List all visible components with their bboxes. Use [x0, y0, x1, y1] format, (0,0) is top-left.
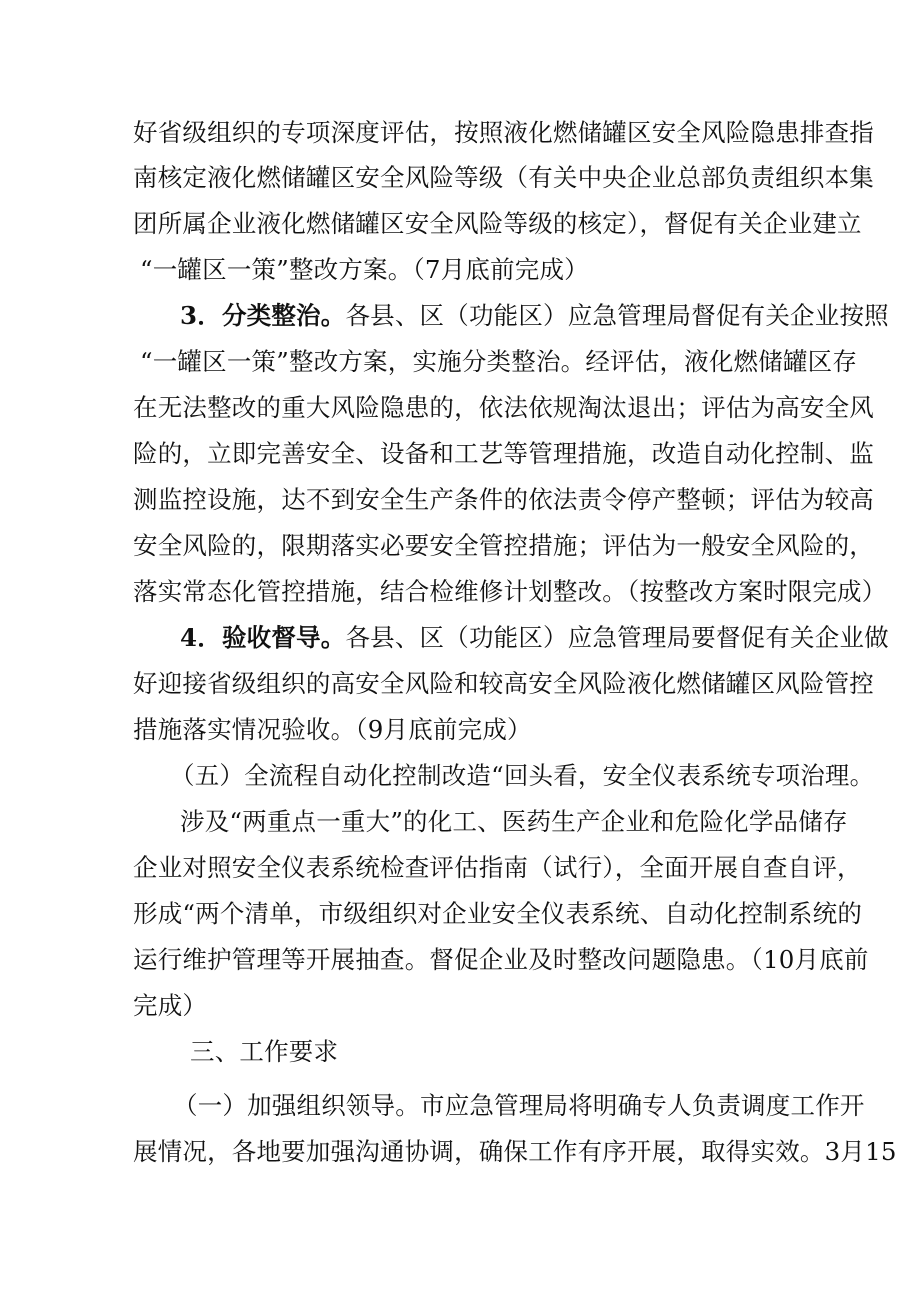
section-item-3 [180, 297, 889, 335]
paragraph-line: 测监控设施，达不到安全生产条件的依法责令停产整顿；评估为较高 [133, 485, 874, 514]
paragraph-line: 落实常态化管控措施，结合检维修计划整改。（按整改方案时限完成） [133, 577, 887, 606]
paragraph-line: （一）加强组织领导。市应急管理局将明确专人负责调度工作开 [173, 1091, 865, 1120]
paragraph-line: 完成） [133, 991, 208, 1020]
paragraph-line: “一罐区一策”整改方案。（7月底前完成） [140, 255, 589, 284]
paragraph-line: 团所属企业液化燃储罐区安全风险等级的核定），督促有关企业建立 [133, 209, 862, 238]
item-text: 各县、区（功能区）应急管理局督促有关企业按照 [345, 301, 889, 330]
paragraph-line: 企业对照安全仪表系统检查评估指南（试行），全面开展自查自评， [133, 853, 862, 882]
paragraph-line: 展情况，各地要加强沟通协调，确保工作有序开展，取得实效。3月15 [133, 1137, 897, 1166]
paragraph-line: 安全风险的，限期落实必要安全管控措施；评估为一般安全风险的， [133, 531, 874, 560]
paragraph-line: 措施落实情况验收。（9月底前完成） [133, 715, 532, 744]
paragraph-line: 运行维护管理等开展抽查。督促企业及时整改问题隐患。（10月底前 [133, 945, 869, 974]
section-heading-5: （五）全流程自动化控制改造“回头看，安全仪表系统专项治理。 [170, 761, 875, 790]
paragraph-line: 形成“两个清单，市级组织对企业安全仪表系统、自动化控制系统的 [133, 899, 863, 928]
item-text: 各县、区（功能区）应急管理局要督促有关企业做 [345, 623, 889, 652]
section-heading-requirements: 三、工作要求 [190, 1037, 339, 1066]
item-heading: 3．分类整治。 [180, 301, 346, 330]
paragraph-line: 好迎接省级组织的高安全风险和较高安全风险液化燃储罐区风险管控 [133, 669, 874, 698]
paragraph-line: 在无法整改的重大风险隐患的，依法依规淘汰退出；评估为高安全风 [133, 393, 874, 422]
paragraph-line: 险的，立即完善安全、设备和工艺等管理措施，改造自动化控制、监 [133, 439, 874, 468]
paragraph-line: 南核定液化燃储罐区安全风险等级（有关中央企业总部负责组织本集 [133, 163, 874, 192]
item-heading: 4．验收督导。 [180, 623, 346, 652]
paragraph-line: “一罐区一策”整改方案，实施分类整治。经评估，液化燃储罐区存 [140, 347, 858, 376]
section-item-4 [180, 619, 889, 657]
paragraph-line: 涉及“两重点一重大”的化工、医药生产企业和危险化学品储存 [180, 807, 848, 836]
paragraph-line: 好省级组织的专项深度评估，按照液化燃储罐区安全风险隐患排查指 [133, 118, 874, 147]
